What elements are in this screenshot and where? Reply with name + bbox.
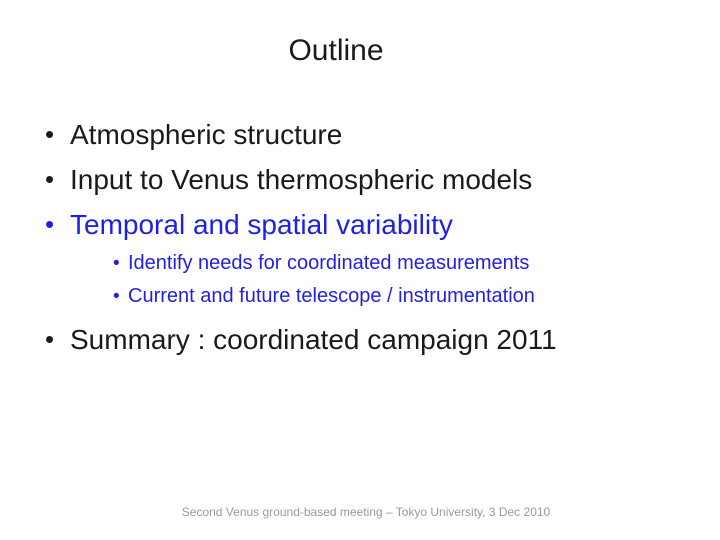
bullet-icon: • (113, 253, 120, 274)
slide-title: Outline (288, 34, 384, 67)
subbullet-item-identify-needs (113, 247, 690, 280)
bullet-icon: • (45, 209, 55, 239)
subbullet-item-telescope-instrumentation (113, 280, 690, 313)
bullet-text: Atmospheric structure (70, 119, 343, 150)
footer-text: Second Venus ground-based meeting – Tokyo University, 3 Dec 2010 (181, 505, 551, 519)
bullet-item-temporal-spatial (45, 202, 690, 247)
bullet-item-input-models (45, 157, 690, 202)
bullet-item-summary (45, 317, 690, 362)
bullet-icon: • (45, 119, 55, 149)
bullet-icon: • (45, 324, 55, 354)
bullet-icon: • (113, 286, 120, 307)
bullet-icon: • (45, 164, 55, 194)
bullet-list (45, 112, 690, 362)
subbullet-text: Identify needs for coordinated measurements (128, 252, 530, 274)
bullet-text: Input to Venus thermospheric models (70, 164, 533, 195)
bullet-item-atmospheric-structure (45, 112, 690, 157)
subbullet-text: Current and future telescope / instrumentation (128, 285, 535, 307)
bullet-text: Temporal and spatial variability (70, 209, 453, 240)
bullet-text: Summary : coordinated campaign 2011 (70, 324, 557, 355)
